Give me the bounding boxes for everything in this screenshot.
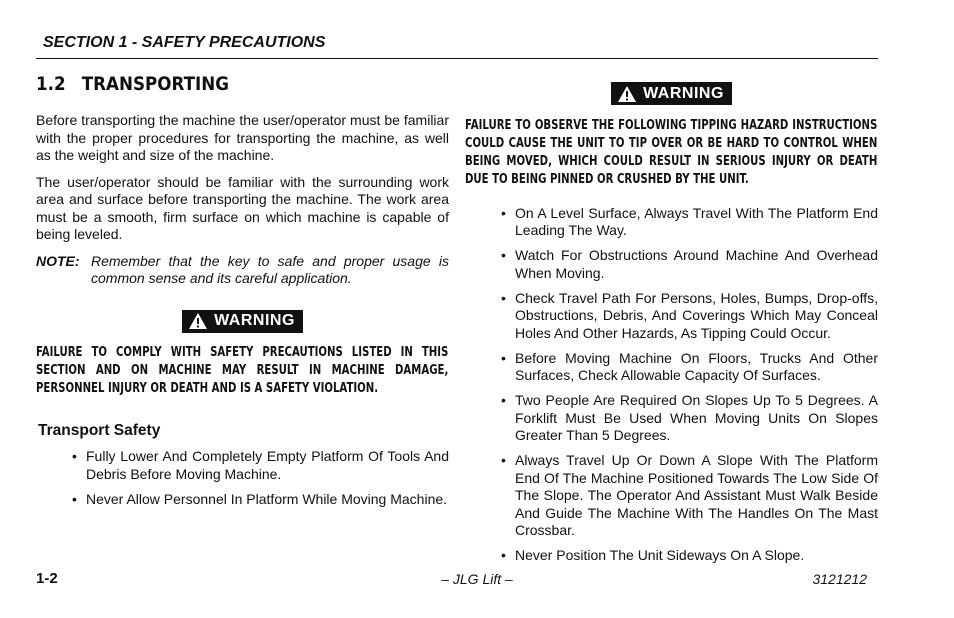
- bullet: •: [72, 448, 77, 464]
- list-item-text: Never Allow Personnel In Platform While Moving Machine.: [86, 490, 448, 507]
- right-column: [465, 82, 878, 572]
- warning-badge-wrap-left: [36, 310, 449, 336]
- bullet: •: [501, 452, 506, 468]
- note: [36, 253, 449, 288]
- footer-title: – JLG Lift –: [441, 571, 513, 587]
- list-item: [36, 491, 449, 509]
- bullet: •: [72, 490, 77, 507]
- note-label: NOTE:: [36, 252, 80, 269]
- list-item-text: Always Travel Up Or Down A Slope With The Platform End Of The Machine Positioned Towards The Low Side Of The Slope. The Operator And Assistant Must Walk Beside And Guide The Machine With The Handles On The Mast Crossbar.: [515, 452, 878, 538]
- document-number: 3121212: [812, 571, 867, 587]
- bullet: •: [501, 247, 506, 263]
- list-item: [465, 350, 878, 385]
- bullet: •: [501, 204, 506, 221]
- list-item: [465, 547, 878, 565]
- warning-label: WARNING: [214, 312, 295, 329]
- bullet: •: [501, 289, 506, 306]
- transport-safety-list: [36, 448, 449, 508]
- section-title-text: TRANSPORTING: [81, 73, 229, 95]
- warning-triangle-icon: [188, 312, 208, 330]
- header-rule: [36, 58, 878, 59]
- warning-badge: [182, 310, 303, 333]
- subsection-title: Transport Safety: [38, 422, 161, 439]
- list-item: [465, 247, 878, 282]
- list-item: [465, 452, 878, 540]
- bullet: •: [501, 349, 506, 366]
- list-item-text: On A Level Surface, Always Travel With The Platform End Leading The Way.: [515, 204, 878, 238]
- list-item-text: Watch For Obstructions Around Machine And Overhead When Moving.: [515, 247, 878, 281]
- left-column: [36, 72, 449, 516]
- intro-paragraph-1: Before transporting the machine the user/operator must be familiar with the proper procedures for transporting the machine, as well as the weight and size of the machine.: [36, 112, 449, 163]
- list-item-text: Check Travel Path For Persons, Holes, Bumps, Drop-offs, Obstructions, Debris, And Coverings Which May Conceal Holes And Other Hazards, As Tipping Could Occur.: [515, 289, 878, 341]
- list-item-text: Two People Are Required On Slopes Up To 5 Degrees. A Forklift Must Be Used When Moving Units On Slopes Greater Than 5 Degrees.: [515, 392, 878, 443]
- warning-badge: [611, 82, 732, 105]
- page-number: 1-2: [36, 570, 58, 587]
- bullet: •: [501, 547, 506, 563]
- list-item: [36, 448, 449, 483]
- bullet: •: [501, 392, 506, 408]
- section-header: SECTION 1 - SAFETY PRECAUTIONS: [43, 34, 326, 51]
- list-item-text: Before Moving Machine On Floors, Trucks And Other Surfaces, Check Allowable Capacity Of Surfaces.: [515, 349, 878, 383]
- list-item: [465, 392, 878, 445]
- warning-text: [36, 344, 449, 398]
- warning-label: WARNING: [643, 84, 724, 102]
- section-number: 1.2: [36, 73, 66, 95]
- list-item: [465, 205, 878, 240]
- intro-paragraph-2: The user/operator should be familiar with the surrounding work area and surface before transporting the machine. The work area must be a smooth, firm surface on which machine is capable of being leveled.: [36, 173, 449, 242]
- warning-badge-wrap-right: [465, 82, 878, 108]
- note-text: Remember that the key to safe and proper usage is common sense and its careful application.: [91, 252, 449, 286]
- tipping-hazard-list: [465, 205, 878, 565]
- warning-text-content: FAILURE TO COMPLY WITH SAFETY PRECAUTIONS LISTED IN THIS SECTION AND ON MACHINE MAY RESULT IN MACHINE DAMAGE, PERSONNEL INJURY OR DEATH AND IS A SAFETY VIOLATION.: [36, 345, 449, 396]
- warning-text: [465, 117, 878, 189]
- warning-text-content: FAILURE TO OBSERVE THE FOLLOWING TIPPING HAZARD INSTRUCTIONS COULD CAUSE THE UNIT TO TIP OVER OR BE HARD TO CONTROL WHEN BEING MOVED, WHICH COULD RESULT IN SERIOUS INJURY OR DEATH DUE TO BEING PINNED OR CRUSHED BY THE UNIT.: [465, 117, 878, 187]
- section-title: [36, 72, 399, 96]
- list-item: [465, 290, 878, 343]
- warning-triangle-icon: [617, 85, 637, 103]
- list-item-text: Never Position The Unit Sideways On A Slope.: [515, 547, 805, 563]
- list-item-text: Fully Lower And Completely Empty Platform Of Tools And Debris Before Moving Machine.: [86, 448, 449, 482]
